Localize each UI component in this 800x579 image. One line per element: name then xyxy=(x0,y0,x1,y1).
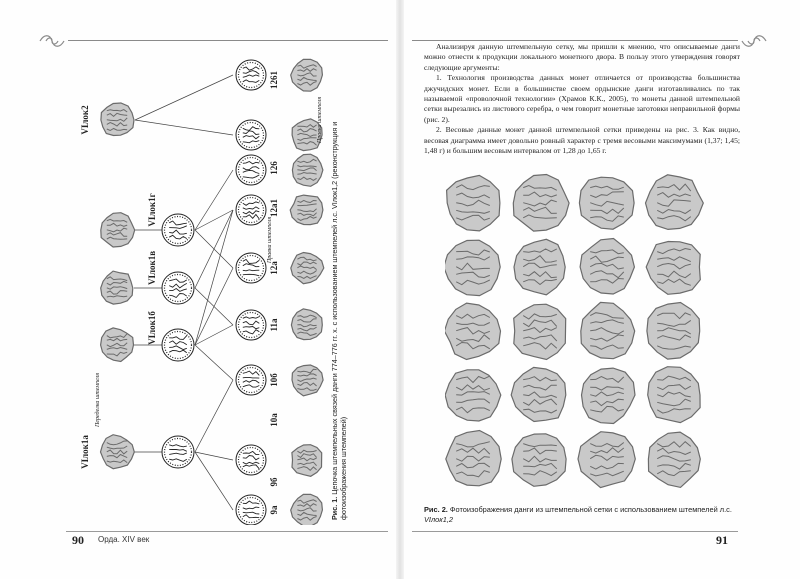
photo-coin-r3-c3 xyxy=(581,302,635,358)
right-stamp-4 xyxy=(236,310,266,340)
photo-coin-r2-c1 xyxy=(445,240,500,295)
paragraph-argument-1: 1. Технология производства данных монет отличается от производства большинства джучидских монет. Если в большинстве своем ордынские данги изготавливались по так называемой «проволочной технологии» (Храмов К.К., 2005), то монеты данной штемпельной сетки вырезались из листового серебра, о чем говорит монетные заготовки неправильной формы (рис. 2). xyxy=(424,73,740,124)
page-number-right: 91 xyxy=(716,533,728,547)
left-coin-3 xyxy=(101,271,133,304)
figure-2-caption xyxy=(424,505,754,524)
photo-coin-r4-c3 xyxy=(582,368,636,423)
left-coin-1 xyxy=(101,103,134,136)
left-label-4: VIлок1б xyxy=(147,311,157,345)
left-coin-2 xyxy=(101,213,135,247)
ornament-right-icon xyxy=(740,33,768,49)
mid-stamp-1 xyxy=(162,214,194,246)
paragraph-intro: Анализируя данную штемпельную сетку, мы пришли к мнению, что описываемые данги можно отнести к продукции локального монетного двора. В пользу этого утверждения говорят следующие аргументы: xyxy=(424,42,740,72)
photo-coin-r4-c1 xyxy=(445,370,501,421)
right-coin-3 xyxy=(291,253,324,284)
body-text xyxy=(424,42,740,156)
left-label-2: VIлок1г xyxy=(147,193,157,227)
left-label-3: VIлок1в xyxy=(147,250,157,286)
mid-stamp-2 xyxy=(162,272,194,304)
right-stamp-3 xyxy=(236,253,266,283)
right-coin-4 xyxy=(291,309,322,340)
mid-stamp-3 xyxy=(162,329,194,361)
right-label-4: 10б xyxy=(269,373,279,387)
header-rule-right xyxy=(412,40,738,41)
left-note-label: Переделка штемпеля xyxy=(95,372,101,428)
photo-coin-r2-c3 xyxy=(580,239,634,295)
left-label-1: VIлок2 xyxy=(80,105,90,135)
figure-2-text: Фотоизображения данги из штемпельной сетки с использованием штемпелей л.с. xyxy=(449,505,732,514)
coin-photo-grid xyxy=(445,170,715,500)
photo-coin-r2-c4 xyxy=(646,242,700,295)
right-coin-2 xyxy=(290,195,323,225)
photo-coin-r4-c4 xyxy=(648,367,700,423)
right-coin-5 xyxy=(292,365,323,396)
photo-coin-r2-c2 xyxy=(514,239,565,294)
footer-rule-right xyxy=(412,531,738,532)
right-coin-7 xyxy=(291,494,323,525)
top-stamp-1 xyxy=(236,60,266,90)
right-label-3: 11а xyxy=(269,318,279,332)
photo-coin-r5-c2 xyxy=(512,434,566,487)
top-label-2: 12а1 xyxy=(269,199,279,217)
photo-coin-r4-c2 xyxy=(511,367,566,421)
shape-note-label-2: Правка штемпеля xyxy=(267,216,273,264)
right-label-1: 126 xyxy=(269,161,279,175)
figure-2-italic: VIлок1,2 xyxy=(424,514,454,524)
mid-stamp-4 xyxy=(162,436,194,468)
top-stamp-2 xyxy=(236,155,266,185)
diagram-coins xyxy=(101,59,324,525)
shape-note-label-1: Правка штемпеля xyxy=(317,96,323,144)
left-coin-5 xyxy=(101,435,135,469)
page-number-left: 90 xyxy=(72,533,84,547)
photo-coin-r3-c4 xyxy=(647,303,700,360)
right-label-7: 9а xyxy=(269,505,279,515)
figure-1-lead: Рис. 1. xyxy=(330,496,339,520)
left-label-5: VIлок1а xyxy=(80,435,90,469)
photo-coin-r5-c1 xyxy=(446,431,501,486)
photo-coin-r1-c2 xyxy=(513,175,569,232)
photo-coin-r1-c4 xyxy=(646,175,704,230)
figure-1-caption xyxy=(330,100,348,520)
running-head: Орда. XIV век xyxy=(98,535,150,544)
footer-rule-left xyxy=(66,531,388,532)
right-stamp-1 xyxy=(236,120,266,150)
right-label-5: 10а xyxy=(269,413,279,427)
figure-2-lead: Рис. 2. xyxy=(424,505,448,514)
photo-coin-r1-c3 xyxy=(579,177,634,229)
figure-1-text: Цепочка штемпельных связей данги 774–776 гг. х. с использованием штемпелей л.с. VIлок1,2 (реконструкция и фотоизображения штемпелей) xyxy=(330,121,348,520)
top-label-1: 1261 xyxy=(269,71,279,89)
top-coin-1 xyxy=(291,59,323,91)
right-stamp-7 xyxy=(236,495,266,525)
right-coin-6 xyxy=(292,445,322,477)
top-coin-2 xyxy=(292,154,323,186)
photo-coin-r5-c3 xyxy=(578,432,635,488)
photo-coin-r3-c2 xyxy=(514,304,566,359)
right-label-2: 12а xyxy=(269,261,279,275)
photo-coin-r3-c1 xyxy=(445,303,501,359)
paragraph-argument-2: 2. Весовые данные монет данной штемпельной сетки приведены на рис. 3. Как видно, весовая диаграмма имеет довольно ровный характер с тремя весовыми максимумами (1,37; 1,45; 1,48 г) и большим весовым интервалом от 1,28 до 1,65 г. xyxy=(424,125,740,156)
stamp-chain-diagram xyxy=(55,40,355,525)
right-stamp-2 xyxy=(236,195,266,225)
right-stamp-6 xyxy=(236,445,266,475)
right-label-6: 9б xyxy=(269,477,279,487)
photo-coin-r1-c1 xyxy=(447,175,500,231)
book-gutter xyxy=(396,0,404,579)
right-stamp-5 xyxy=(236,365,266,395)
left-coin-4 xyxy=(101,328,134,362)
photo-coin-r5-c4 xyxy=(648,432,700,487)
